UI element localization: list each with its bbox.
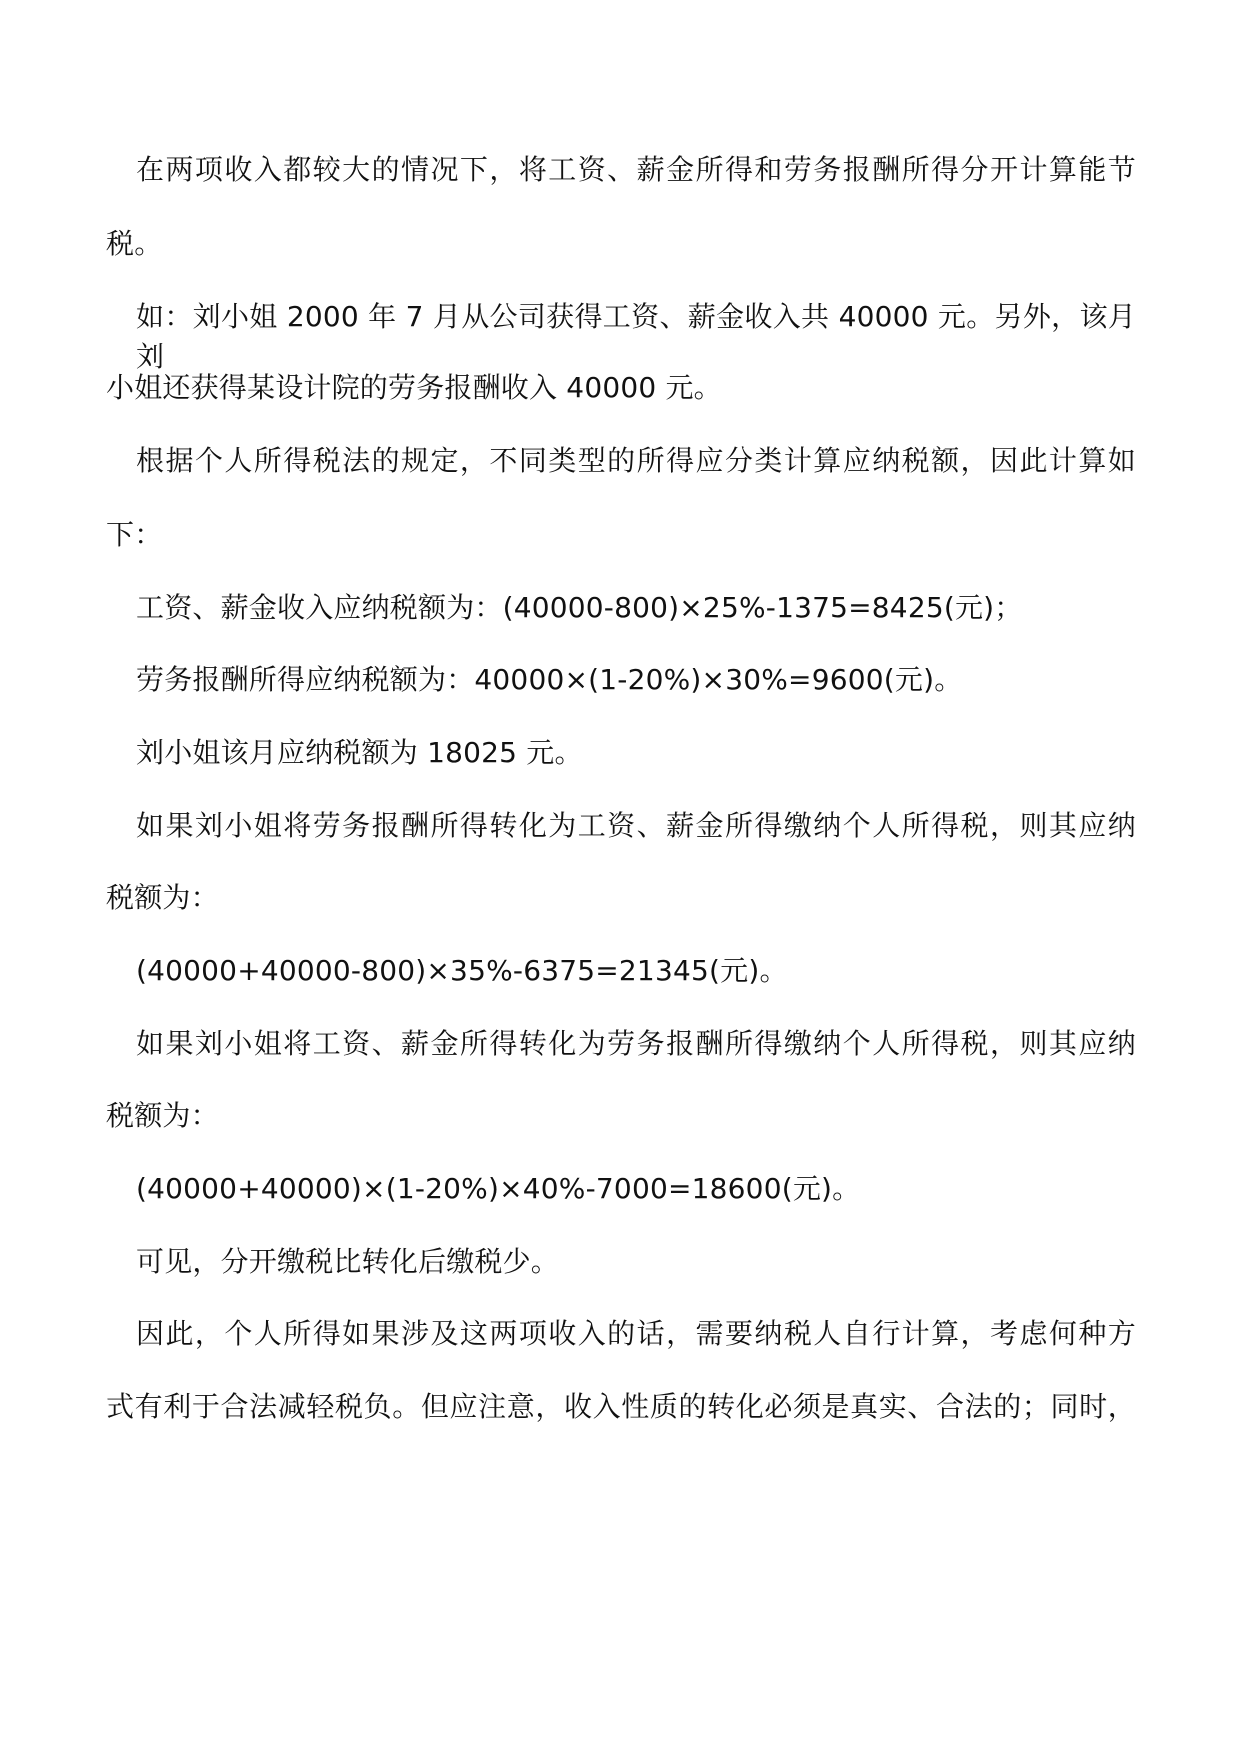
paragraph-1-line-1: 在两项收入都较大的情况下，将工资、薪金所得和劳务报酬所得分开计算能节	[136, 153, 1136, 186]
calculation-labor-tax: 劳务报酬所得应纳税额为：40000×(1-20%)×30%=9600(元)。	[136, 663, 963, 696]
paragraph-3-line-2: 下：	[106, 518, 163, 551]
paragraph-2-line-1: 如：刘小姐 2000 年 7 月从公司获得工资、薪金收入共 40000 元。另外，该月刘	[136, 300, 1136, 373]
paragraph-6-line-1: 因此，个人所得如果涉及这两项收入的话，需要纳税人自行计算，考虑何种方	[136, 1317, 1136, 1350]
calculation-converted-labor: (40000+40000)×(1-20%)×40%-7000=18600(元)。	[136, 1172, 861, 1205]
paragraph-3-line-1: 根据个人所得税法的规定，不同类型的所得应分类计算应纳税额，因此计算如	[136, 444, 1136, 477]
paragraph-6-line-2: 式有利于合法减轻税负。但应注意，收入性质的转化必须是真实、合法的；同时，	[106, 1390, 1136, 1423]
paragraph-2-line-2: 小姐还获得某设计院的劳务报酬收入 40000 元。	[106, 371, 722, 404]
paragraph-1-line-2: 税。	[106, 227, 163, 260]
calculation-salary-tax: 工资、薪金收入应纳税额为：(40000-800)×25%-1375=8425(元)；	[136, 591, 1023, 624]
paragraph-4-line-2: 税额为：	[106, 881, 219, 914]
calculation-converted-salary: (40000+40000-800)×35%-6375=21345(元)。	[136, 954, 788, 987]
paragraph-5-line-2: 税额为：	[106, 1099, 219, 1132]
monthly-tax-total: 刘小姐该月应纳税额为 18025 元。	[136, 736, 583, 769]
paragraph-5-line-1: 如果刘小姐将工资、薪金所得转化为劳务报酬所得缴纳个人所得税，则其应纳	[136, 1027, 1136, 1060]
paragraph-4-line-1: 如果刘小姐将劳务报酬所得转化为工资、薪金所得缴纳个人所得税，则其应纳	[136, 809, 1136, 842]
conclusion-line: 可见，分开缴税比转化后缴税少。	[136, 1245, 560, 1278]
